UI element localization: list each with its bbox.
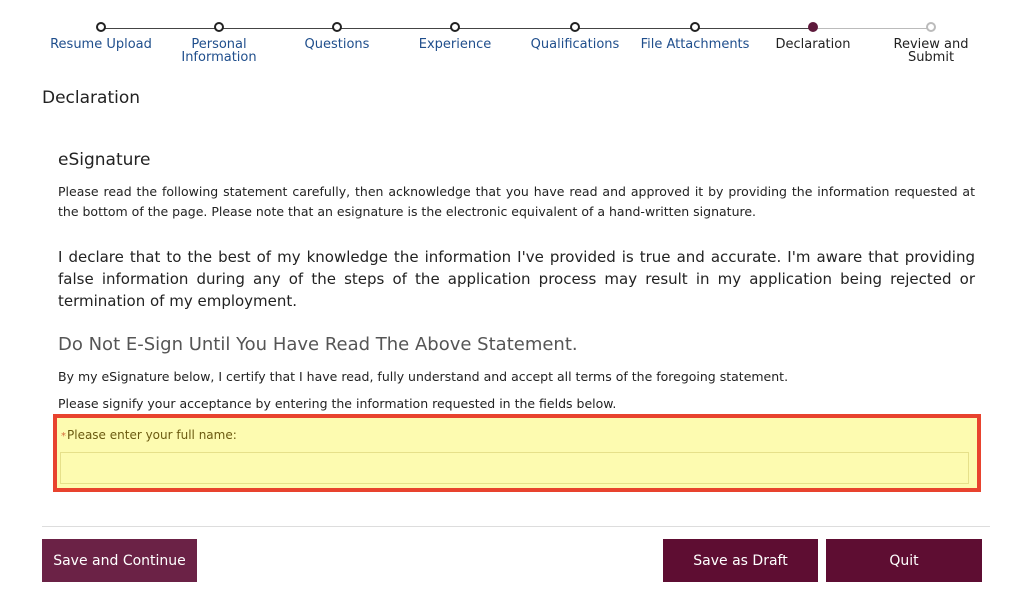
step-label: Questions	[304, 37, 370, 52]
esignature-heading: eSignature	[58, 150, 151, 170]
step-dot-future-icon	[926, 22, 936, 32]
certify-text: By my eSignature below, I certify that I have read, fully understand and accept all terms of the foregoing statement.	[58, 369, 789, 384]
step-review-and-submit	[871, 22, 991, 64]
step-dot-icon	[332, 22, 342, 32]
step-label: Review and Submit	[893, 37, 969, 65]
step-dot-icon	[450, 22, 460, 32]
progress-stepper	[0, 0, 1024, 80]
intro-text: Please read the following statement carefully, then acknowledge that you have read and approved it by providing the information requested at the bottom of the page. Please note that an esignature is the electronic equivalent of a hand-written signature.	[58, 184, 975, 219]
full-name-label	[61, 428, 237, 442]
step-file-attachments[interactable]	[635, 22, 755, 51]
step-resume-upload[interactable]	[41, 22, 161, 51]
step-questions[interactable]	[277, 22, 397, 51]
save-as-draft-button[interactable]: Save as Draft	[663, 539, 818, 582]
full-name-label-text: Please enter your full name:	[67, 428, 237, 442]
step-label: Declaration	[775, 37, 851, 52]
declaration-statement: I declare that to the best of my knowledge the information I've provided is true and accurate. I'm aware that providing false information during any of the steps of the application process may result in my application being rejected or termination of my employment.	[58, 248, 975, 310]
step-label: Experience	[418, 37, 492, 52]
step-dot-icon	[570, 22, 580, 32]
step-label: Qualifications	[530, 37, 620, 52]
footer-divider	[42, 526, 990, 527]
quit-button[interactable]: Quit	[826, 539, 982, 582]
step-dot-icon	[690, 22, 700, 32]
step-personal-information[interactable]	[159, 22, 279, 64]
step-qualifications[interactable]	[515, 22, 635, 51]
save-and-continue-button[interactable]: Save and Continue	[42, 539, 197, 582]
step-experience[interactable]	[395, 22, 515, 51]
step-dot-current-icon	[808, 22, 818, 32]
page-title: Declaration	[42, 88, 141, 108]
step-label: Resume Upload	[50, 37, 152, 52]
signify-text: Please signify your acceptance by entering the information requested in the fields below.	[58, 396, 617, 411]
step-label: Personal Information	[181, 37, 257, 65]
full-name-input[interactable]	[60, 452, 969, 484]
step-declaration	[753, 22, 873, 51]
step-label: File Attachments	[640, 37, 750, 52]
step-dot-icon	[96, 22, 106, 32]
required-marker: *	[61, 431, 66, 442]
full-name-field-highlight	[53, 414, 981, 492]
warning-heading: Do Not E-Sign Until You Have Read The Above Statement.	[58, 334, 578, 355]
step-dot-icon	[214, 22, 224, 32]
